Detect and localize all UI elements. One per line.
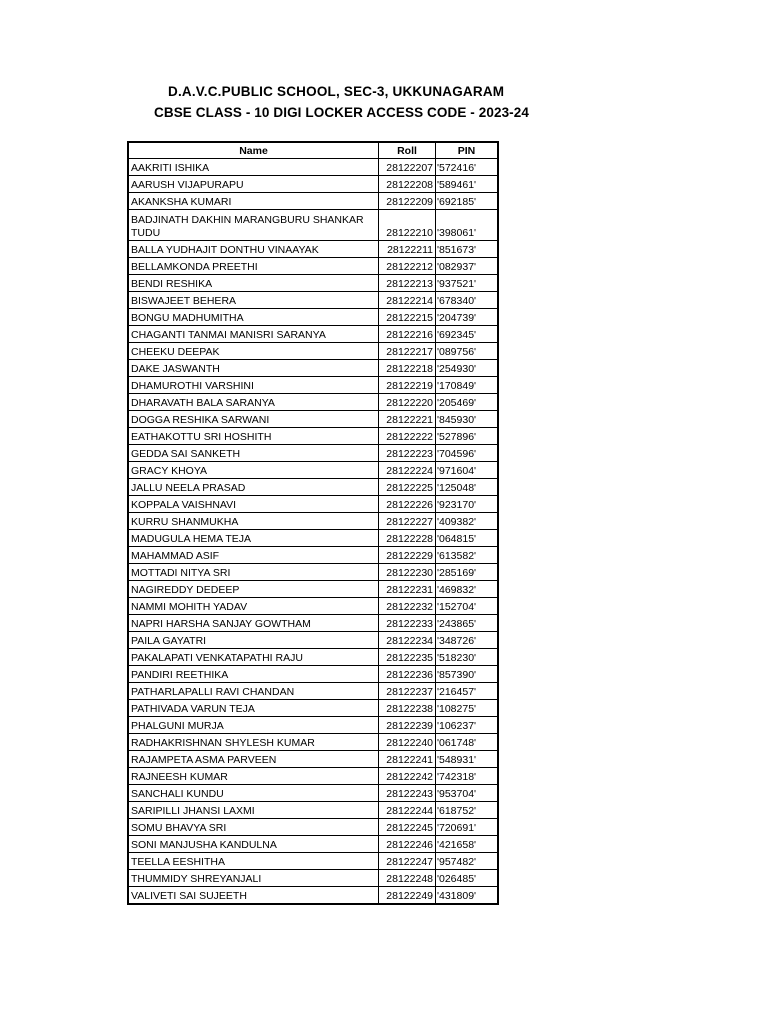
- cell-name: KOPPALA VAISHNAVI: [128, 496, 379, 513]
- cell-name: SARIPILLI JHANSI LAXMI: [128, 802, 379, 819]
- cell-pin: '857390': [436, 666, 499, 683]
- cell-roll: 28122247: [379, 853, 436, 870]
- cell-name: TEELLA EESHITHA: [128, 853, 379, 870]
- table-row: [128, 241, 498, 258]
- cell-name: MADUGULA HEMA TEJA: [128, 530, 379, 547]
- table-row: [128, 210, 498, 241]
- cell-roll: 28122221: [379, 411, 436, 428]
- cell-pin: '431809': [436, 887, 499, 905]
- cell-pin: '243865': [436, 615, 499, 632]
- cell-roll: 28122239: [379, 717, 436, 734]
- cell-roll: 28122211: [379, 241, 436, 258]
- cell-roll: 28122249: [379, 887, 436, 905]
- table-row: [128, 428, 498, 445]
- table-row: [128, 176, 498, 193]
- table-row: [128, 360, 498, 377]
- cell-roll: 28122242: [379, 768, 436, 785]
- table-row: [128, 547, 498, 564]
- cell-name: PAKALAPATI VENKATAPATHI RAJU: [128, 649, 379, 666]
- cell-pin: '692185': [436, 193, 499, 210]
- cell-roll: 28122235: [379, 649, 436, 666]
- cell-roll: 28122227: [379, 513, 436, 530]
- cell-roll: 28122223: [379, 445, 436, 462]
- table-row: [128, 683, 498, 700]
- cell-name: RADHAKRISHNAN SHYLESH KUMAR: [128, 734, 379, 751]
- cell-roll: 28122238: [379, 700, 436, 717]
- table-row: [128, 530, 498, 547]
- cell-name: AKANKSHA KUMARI: [128, 193, 379, 210]
- cell-roll: 28122212: [379, 258, 436, 275]
- table-row: [128, 700, 498, 717]
- cell-pin: '106237': [436, 717, 499, 734]
- table-row: [128, 853, 498, 870]
- cell-pin: '061748': [436, 734, 499, 751]
- cell-name: BENDI RESHIKA: [128, 275, 379, 292]
- cell-roll: 28122228: [379, 530, 436, 547]
- cell-name: AARUSH VIJAPURAPU: [128, 176, 379, 193]
- table-row: [128, 581, 498, 598]
- cell-roll: 28122233: [379, 615, 436, 632]
- cell-name: GEDDA SAI SANKETH: [128, 445, 379, 462]
- cell-roll: 28122222: [379, 428, 436, 445]
- cell-name: BONGU MADHUMITHA: [128, 309, 379, 326]
- cell-name: JALLU NEELA PRASAD: [128, 479, 379, 496]
- cell-pin: '851673': [436, 241, 499, 258]
- table-row: [128, 159, 498, 176]
- cell-pin: '971604': [436, 462, 499, 479]
- cell-name: NAMMI MOHITH YADAV: [128, 598, 379, 615]
- cell-pin: '089756': [436, 343, 499, 360]
- cell-roll: 28122216: [379, 326, 436, 343]
- cell-roll: 28122215: [379, 309, 436, 326]
- table-row: [128, 479, 498, 496]
- cell-pin: '469832': [436, 581, 499, 598]
- cell-name: DAKE JASWANTH: [128, 360, 379, 377]
- cell-pin: '589461': [436, 176, 499, 193]
- cell-pin: '285169': [436, 564, 499, 581]
- cell-pin: '409382': [436, 513, 499, 530]
- cell-roll: 28122244: [379, 802, 436, 819]
- cell-roll: 28122246: [379, 836, 436, 853]
- cell-pin: '421658': [436, 836, 499, 853]
- cell-roll: 28122229: [379, 547, 436, 564]
- table-row: [128, 275, 498, 292]
- cell-name: BISWAJEET BEHERA: [128, 292, 379, 309]
- cell-roll: 28122234: [379, 632, 436, 649]
- table-row: [128, 649, 498, 666]
- table-row: [128, 513, 498, 530]
- column-header-name: Name: [128, 142, 379, 159]
- cell-roll: 28122208: [379, 176, 436, 193]
- column-header-pin: PIN: [436, 142, 499, 159]
- cell-pin: '064815': [436, 530, 499, 547]
- cell-name: EATHAKOTTU SRI HOSHITH: [128, 428, 379, 445]
- cell-pin: '957482': [436, 853, 499, 870]
- cell-roll: 28122226: [379, 496, 436, 513]
- cell-pin: '254930': [436, 360, 499, 377]
- cell-name: BALLA YUDHAJIT DONTHU VINAAYAK: [128, 241, 379, 258]
- cell-roll: 28122236: [379, 666, 436, 683]
- cell-name: NAGIREDDY DEDEEP: [128, 581, 379, 598]
- cell-pin: '216457': [436, 683, 499, 700]
- cell-pin: '937521': [436, 275, 499, 292]
- cell-name: RAJNEESH KUMAR: [128, 768, 379, 785]
- cell-pin: '572416': [436, 159, 499, 176]
- cell-pin: '953704': [436, 785, 499, 802]
- cell-pin: '026485': [436, 870, 499, 887]
- table-row: [128, 836, 498, 853]
- cell-name: BELLAMKONDA PREETHI: [128, 258, 379, 275]
- cell-pin: '152704': [436, 598, 499, 615]
- cell-name: PANDIRI REETHIKA: [128, 666, 379, 683]
- table-row: [128, 309, 498, 326]
- table-row: [128, 598, 498, 615]
- cell-roll: 28122217: [379, 343, 436, 360]
- column-header-roll: Roll: [379, 142, 436, 159]
- table-row: [128, 292, 498, 309]
- cell-name: DHARAVATH BALA SARANYA: [128, 394, 379, 411]
- table-row: [128, 785, 498, 802]
- cell-roll: 28122231: [379, 581, 436, 598]
- cell-pin: '742318': [436, 768, 499, 785]
- cell-pin: '125048': [436, 479, 499, 496]
- table-row: [128, 258, 498, 275]
- cell-name: PAILA GAYATRI: [128, 632, 379, 649]
- cell-name: CHAGANTI TANMAI MANISRI SARANYA: [128, 326, 379, 343]
- cell-pin: '082937': [436, 258, 499, 275]
- cell-name: SOMU BHAVYA SRI: [128, 819, 379, 836]
- table-row: [128, 666, 498, 683]
- table-row: [128, 819, 498, 836]
- cell-pin: '923170': [436, 496, 499, 513]
- cell-name: VALIVETI SAI SUJEETH: [128, 887, 379, 905]
- cell-name: MOTTADI NITYA SRI: [128, 564, 379, 581]
- table-header-row: [128, 142, 498, 159]
- cell-roll: 28122213: [379, 275, 436, 292]
- cell-pin: '845930': [436, 411, 499, 428]
- cell-roll: 28122207: [379, 159, 436, 176]
- table-row: [128, 887, 498, 905]
- table-body: [128, 159, 498, 905]
- table-row: [128, 751, 498, 768]
- cell-roll: 28122232: [379, 598, 436, 615]
- cell-roll: 28122214: [379, 292, 436, 309]
- cell-name: PATHIVADA VARUN TEJA: [128, 700, 379, 717]
- cell-pin: '204739': [436, 309, 499, 326]
- cell-pin: '348726': [436, 632, 499, 649]
- cell-roll: 28122224: [379, 462, 436, 479]
- table-row: [128, 870, 498, 887]
- cell-pin: '108275': [436, 700, 499, 717]
- cell-roll: 28122240: [379, 734, 436, 751]
- cell-pin: '678340': [436, 292, 499, 309]
- cell-pin: '704596': [436, 445, 499, 462]
- school-title: D.A.V.C.PUBLIC SCHOOL, SEC-3, UKKUNAGARAM: [168, 84, 505, 99]
- cell-name: KURRU SHANMUKHA: [128, 513, 379, 530]
- cell-name: BADJINATH DAKHIN MARANGBURU SHANKAR TUDU: [128, 210, 379, 241]
- table-row: [128, 564, 498, 581]
- table-row: [128, 632, 498, 649]
- table-row: [128, 496, 498, 513]
- table-row: [128, 193, 498, 210]
- table-row: [128, 734, 498, 751]
- cell-name: AAKRITI ISHIKA: [128, 159, 379, 176]
- cell-name: CHEEKU DEEPAK: [128, 343, 379, 360]
- cell-name: DOGGA RESHIKA SARWANI: [128, 411, 379, 428]
- cell-name: THUMMIDY SHREYANJALI: [128, 870, 379, 887]
- cell-pin: '692345': [436, 326, 499, 343]
- access-code-table: [127, 141, 499, 905]
- table-row: [128, 717, 498, 734]
- cell-pin: '720691': [436, 819, 499, 836]
- cell-name: MAHAMMAD ASIF: [128, 547, 379, 564]
- cell-name: DHAMUROTHI VARSHINI: [128, 377, 379, 394]
- cell-name: PHALGUNI MURJA: [128, 717, 379, 734]
- table-row: [128, 445, 498, 462]
- table-row: [128, 326, 498, 343]
- cell-roll: 28122248: [379, 870, 436, 887]
- cell-pin: '170849': [436, 377, 499, 394]
- table-row: [128, 394, 498, 411]
- cell-roll: 28122243: [379, 785, 436, 802]
- cell-roll: 28122209: [379, 193, 436, 210]
- table-row: [128, 343, 498, 360]
- cell-roll: 28122245: [379, 819, 436, 836]
- table-row: [128, 411, 498, 428]
- cell-roll: 28122225: [379, 479, 436, 496]
- table-row: [128, 377, 498, 394]
- cell-name: GRACY KHOYA: [128, 462, 379, 479]
- cell-pin: '527896': [436, 428, 499, 445]
- cell-roll: 28122218: [379, 360, 436, 377]
- cell-name: PATHARLAPALLI RAVI CHANDAN: [128, 683, 379, 700]
- cell-roll: 28122220: [379, 394, 436, 411]
- cell-roll: 28122241: [379, 751, 436, 768]
- document-title: CBSE CLASS - 10 DIGI LOCKER ACCESS CODE - 2023-24: [154, 105, 529, 120]
- cell-roll: 28122237: [379, 683, 436, 700]
- cell-roll: 28122219: [379, 377, 436, 394]
- table-row: [128, 462, 498, 479]
- table-row: [128, 615, 498, 632]
- table-row: [128, 768, 498, 785]
- cell-pin: '618752': [436, 802, 499, 819]
- cell-pin: '548931': [436, 751, 499, 768]
- cell-name: NAPRI HARSHA SANJAY GOWTHAM: [128, 615, 379, 632]
- cell-pin: '518230': [436, 649, 499, 666]
- cell-name: SANCHALI KUNDU: [128, 785, 379, 802]
- cell-name: RAJAMPETA ASMA PARVEEN: [128, 751, 379, 768]
- table-row: [128, 802, 498, 819]
- cell-pin: '613582': [436, 547, 499, 564]
- cell-pin: '398061': [436, 210, 499, 241]
- cell-roll: 28122210: [379, 210, 436, 241]
- cell-name: SONI MANJUSHA KANDULNA: [128, 836, 379, 853]
- cell-roll: 28122230: [379, 564, 436, 581]
- cell-pin: '205469': [436, 394, 499, 411]
